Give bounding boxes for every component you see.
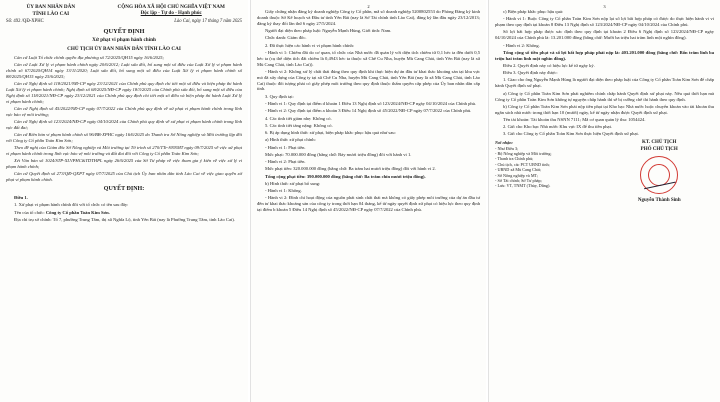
organization-address: Địa chỉ trụ sở chính: Tổ 7, phường Trung Tâm, thị xã Nghĩa Lộ, tỉnh Yên Bái (nay là Phường Trung Tâm, tỉnh Lào Cai). — [14, 216, 235, 222]
legal-basis-item: Căn cứ Luật Tổ chức chính quyền địa phương số 72/2025/QH15 ngày 16/6/2025; — [14, 54, 165, 60]
paragraph: Tên tài khoản: Tài khoản thu NSNN 7111; Mã cơ quan quản lý thu: 1054424. — [503, 116, 646, 122]
document-number: Số: 492 /QĐ-XPHC — [6, 19, 44, 25]
paragraph: 3. Gửi cho Công ty Cổ phần Toàn Kim Sơn thực hiện Quyết định xử phạt. — [503, 131, 639, 137]
place-date: Lào Cai, ngày 17 tháng 7 năm 2025 — [174, 19, 242, 25]
paragraph: - Hành vi 1: Chiếm đất do cơ quan, tổ chức của Nhà nước đã quản lý với diện tích chiếm từ 0,1 héc ta đến dưới 0,5 héc ta (cụ thể diện tích đất chiếm là 0,4943 héc ta thuộc xã Chế Cu Nha, huyện Mù Cang Chải, tỉnh Yên Bái (nay là xã Mù Cang Chải, tỉnh Lào Cai)). — [257, 49, 480, 67]
recipient-item: - UBND xã Mù Cang Chải; — [495, 167, 542, 173]
national-motto: Độc lập - Tự do - Hạnh phúc — [140, 10, 202, 16]
recipients-list — [495, 146, 594, 189]
paragraph: - Hành vi 2: Quy định tại điểm a khoản 3 Điều 14 Nghị định số 45/2022/NĐ-CP ngày 07/7/2022 của Chính phủ. — [265, 108, 472, 114]
paragraph: 6. Bị áp dụng hình thức xử phạt, biện pháp khắc phục hậu quả như sau: — [265, 130, 396, 136]
paragraph: Người đại diện theo pháp luật: Nguyễn Mạnh Hùng, Giới tính: Nam. — [265, 28, 392, 34]
paragraph: Điều 3. Quyết định này được: — [503, 70, 558, 76]
document-page-3 — [488, 0, 720, 402]
paragraph: b) Hình thức xử phạt bổ sung: — [265, 180, 321, 186]
paragraph: b) Công ty Cổ phần Toàn Kim Sơn phải nộp tiền phạt tại Kho bạc Nhà nước hoặc chuyển khoản vào tài khoản thu ngân sách nhà nước trong thời hạn 10 (mười) ngày, kể từ ngày nhận được Quyết định xử phạt. — [495, 103, 714, 115]
paragraph: - Hành vi 1: Không. — [265, 188, 302, 194]
paragraph: Chức danh: Giám đốc. — [265, 35, 307, 41]
signer-name: Nguyễn Thành Sinh — [637, 198, 681, 204]
national-header — [100, 4, 242, 17]
document-subtitle: Xử phạt vi phạm hành chính — [92, 36, 156, 43]
paragraph: - Hành vi 2: Đình chỉ hoạt động của nguồn phát sinh chất thải mà không có giấy phép môi trường của dự án đầu tư đến tư khai thác khoáng sản của công ty trong thời hạn 04 tháng, kể từ ngày quyết định xử phạt có hiệu lực theo quy định tại điểm b khoản 5 Điều 14 Nghị định số 45/2022/NĐ-CP ngày 07/7/2022 của Chính phủ. — [257, 195, 481, 213]
document-meta — [6, 19, 242, 25]
signer-title: PHÓ CHỦ TỊCH — [640, 146, 678, 152]
paragraph: - Hành vi 1: Phạt tiền. — [265, 144, 306, 150]
recipient-item: - Bộ Nông nghiệp và Môi trường; — [495, 151, 552, 157]
signature-area — [495, 140, 714, 204]
recipient-item: - Như Điều 3; — [495, 145, 519, 151]
document-page-1 — [0, 0, 248, 402]
paragraph: Số lợi bất hợp pháp được xác định theo quy định tại khoản 2 Điều 6 Nghị định số 123/2024/NĐ-CP ngày 04/10/2024 của Chính phủ là: 13.201.000 đồng (bằng chữ: Mười ba triệu hai trăm linh một nghìn đồng). — [495, 29, 714, 41]
paragraph: 5. Các tình tiết tăng nặng: Không có. — [265, 122, 333, 128]
paragraph: Mức phạt tiền: 320.000.000 đồng (bằng chữ: Ba trăm hai mươi triệu đồng) đối với hành vi 2. — [265, 166, 436, 172]
recipient-item: - Lưu: VT, TNMT (Thủy, Dũng). — [495, 183, 551, 189]
paragraph: - Hành vi 2: Phạt tiền. — [265, 159, 306, 165]
paragraph: Điều 2. Quyết định này có hiệu lực kể từ ngày ký. — [503, 62, 595, 68]
document-header — [6, 4, 242, 17]
paragraph: 3. Quy định tại: — [265, 93, 294, 99]
recipient-item: - Thanh tra Chính phủ; — [495, 156, 534, 162]
article-1-heading: Điều 1. — [14, 195, 28, 201]
clause-1: 1. Xử phạt vi phạm hành chính đối với tổ chức có tên sau đây: — [14, 202, 129, 208]
paragraph: Tổng cộng phạt tiền: 390.000.000 đồng (bằng chữ: Ba trăm chín mươi triệu đồng). — [265, 173, 426, 179]
legal-bases — [6, 55, 242, 183]
paragraph: - Hành vi 2: Không xử lý chất thải đúng theo quy định khi thực hiện dự án đầu tư khai thác khoáng sản tại khu vực mỏ đá xây dựng của Công ty tại xã Chế Cu Nha, huyện Mù Cang Chải, tỉnh Yên Bái (nay là xã Mù Cang Chải, tỉnh Lào Cai) thuộc đối tượng phải có giấy phép môi trường theo quy định thuộc thẩm quyền cấp phép của Ủy ban nhân dân cấp tỉnh. — [257, 68, 480, 92]
legal-basis-item: Căn cứ Nghị định số 123/2024/NĐ-CP ngày 04/10/2024 của Chính phủ quy định về xử phạt vi phạm hành chính trong lĩnh vực đất đai; — [6, 118, 242, 130]
legal-basis-item: Căn cứ Biên bản vi phạm hành chính số 96/BB-XPHC ngày 16/6/2025 do Thanh tra Sở Nông nghiệp và Môi trường lập đối với Công ty Cổ phần Toàn Kim Sơn; — [6, 131, 242, 143]
paragraph: 4. Các tình tiết giảm nhẹ: Không có. — [265, 115, 332, 121]
recipient-item: - Sở Tài chính; Sở Tư pháp; — [495, 177, 542, 183]
paragraph: - Hành vi 1: Quy định tại điểm d khoản 1 Điều 13 Nghị định số 123/2024/NĐ-CP ngày 04/10/2024 của Chính phủ. — [265, 100, 477, 106]
decision-heading: QUYẾT ĐỊNH: — [103, 185, 145, 192]
legal-basis-item: Căn cứ Quyết định số 273/QĐ-QXPT ngày 07/7/2025 của Chủ tịch Ủy ban nhân dân tỉnh Lào Cai về việc giao quyền xử phạt vi phạm hành chính. — [6, 170, 242, 182]
page-3-body — [495, 9, 714, 137]
signer-block — [605, 140, 715, 204]
recipient-item: - Chủ tịch, các PCT UBND tỉnh; — [495, 161, 550, 167]
paragraph: Giấy chứng nhận đăng ký doanh nghiệp Công ty Cổ phần, mã số doanh nghiệp 5200802553 do Phòng Đăng ký kinh doanh thuộc Sở Kế hoạch và Đầu tư tỉnh Yên Bái (nay là Sở Tài chính tỉnh Lào Cai), đăng ký lần đầu ngày 23/12/2013; đăng ký thay đổi lần thứ 6 ngày 27/5/2024. — [257, 9, 480, 26]
document-page-2 — [250, 0, 486, 402]
paragraph: a) Hình thức xử phạt chính: — [265, 137, 316, 143]
page-2-body — [257, 9, 480, 213]
legal-basis-item: Căn cứ Luật Xử lý vi phạm hành chính ngày 20/6/2012; Luật sửa đổi, bổ sung một số điều của Luật Xử lý vi phạm hành chính số 67/2020/QH14 ngày 13/11/2020; Luật sửa đổi, bổ sung một số điều của Luật Xử lý vi phạm hành chính số 88/2025/QH15 ngày 25/6/2025; — [6, 62, 242, 79]
country-name: CỘNG HÒA XÃ HỘI CHỦ NGHĨA VIỆT NAM — [117, 4, 225, 10]
signer-role: KT. CHỦ TỊCH — [642, 140, 677, 146]
paragraph: 2. Đã thực hiện các hành vi vi phạm hành chính: — [265, 42, 355, 48]
legal-basis-item: Xét Văn bản số 1024/STP-XLVPHC&TDTHPL ngày 26/6/2025 của Sở Tư pháp về việc tham gia ý kiến về việc xử lý vi phạm hành chính; — [6, 157, 242, 169]
legal-basis-item: Theo đề nghị của Giám đốc Sở Nông nghiệp và Môi trường tại Tờ trình số 270/TTr-SNNMT ngày 09/7/2025 về việc xử phạt vi phạm hành chính trong lĩnh vực bảo vệ môi trường và đất đai đối với Công ty Cổ phần Toàn Kim Sơn; — [6, 144, 242, 156]
document-title: QUYẾT ĐỊNH — [103, 28, 145, 36]
paragraph: 1. Giao cho ông Nguyễn Mạnh Hùng là người đại diện theo pháp luật của Công ty Cổ phần Toàn Kim Sơn để chấp hành Quyết định xử phạt. — [495, 77, 714, 89]
organization-name-value: Công ty Cổ phần Toàn Kim Sơn. — [45, 209, 110, 215]
paragraph: - Hành vi 2: Không. — [503, 42, 540, 48]
issuing-agency: ỦY BAN NHÂN DÂN TỈNH LÀO CAI — [26, 4, 76, 17]
organization-name-label: Tên của tổ chức: — [14, 209, 45, 215]
paragraph: Mức phạt: 70.000.000 đồng (bằng chữ: Bảy mươi triệu đồng) đối với hành vi 1. — [265, 151, 412, 157]
paragraph: c) Biện pháp khắc phục hậu quả: — [503, 9, 564, 14]
legal-basis-item: Căn cứ Nghị định số 118/2021/NĐ-CP ngày 23/12/2021 của Chính phủ quy định chi tiết một số điều và biện pháp thi hành Luật Xử lý vi phạm hành chính; Nghị định số 68/2025/NĐ-CP ngày 18/3/2025 của Chính phủ sửa đổi, bổ sung một số điều của Nghị định số 118/2021/NĐ-CP ngày 23/12/2021 của Chính phủ quy định chi tiết một số điều và biện pháp thi hành Luật Xử lý vi phạm hành chính; — [6, 80, 242, 104]
recipient-item: - Sở Nông nghiệp và MT; — [495, 172, 539, 178]
recipients-label: Nơi nhận: — [495, 140, 513, 146]
paragraph: - Hành vi 1: Buộc Công ty Cổ phần Toàn Kim Sơn nộp lại số lợi bất hợp pháp có được do thực hiện hành vi vi phạm theo quy định tại khoản 8 Điều 13 Nghị định số 123/2024/NĐ-CP ngày 04/10/2024 của Chính phủ. — [495, 16, 714, 28]
page-number: 3 — [603, 4, 606, 9]
paragraph: a) Công ty Cổ phần Toàn Kim Sơn phải nghiêm chỉnh chấp hành Quyết định xử phạt này. Nếu quá thời hạn mà Công ty Cổ phần Toàn Kim Sơn không tự nguyện chấp hành thì sẽ bị cưỡng chế thi hành theo quy định. — [495, 90, 714, 102]
issuing-authority: CHỦ TỊCH ỦY BAN NHÂN DÂN TỈNH LÀO CAI — [67, 46, 181, 53]
paragraph: Tổng cộng số tiền phạt và số lợi bất hợp pháp phải nộp là: 403.201.000 đồng (bằng chữ: Bốn trăm linh ba triệu hai trăm linh một nghìn đồng). — [495, 49, 714, 61]
page-number: 2 — [367, 4, 370, 9]
paragraph: 2. Gửi cho Kho bạc Nhà nước Khu vực IX để thu tiền phạt. — [503, 124, 613, 130]
recipients-block — [495, 140, 594, 204]
legal-basis-item: Căn cứ Nghị định số 45/2022/NĐ-CP ngày 07/7/2022 của Chính phủ quy định về xử phạt vi phạm hành chính trong lĩnh vực bảo vệ môi trường; — [6, 105, 242, 117]
organization-name — [6, 210, 242, 216]
